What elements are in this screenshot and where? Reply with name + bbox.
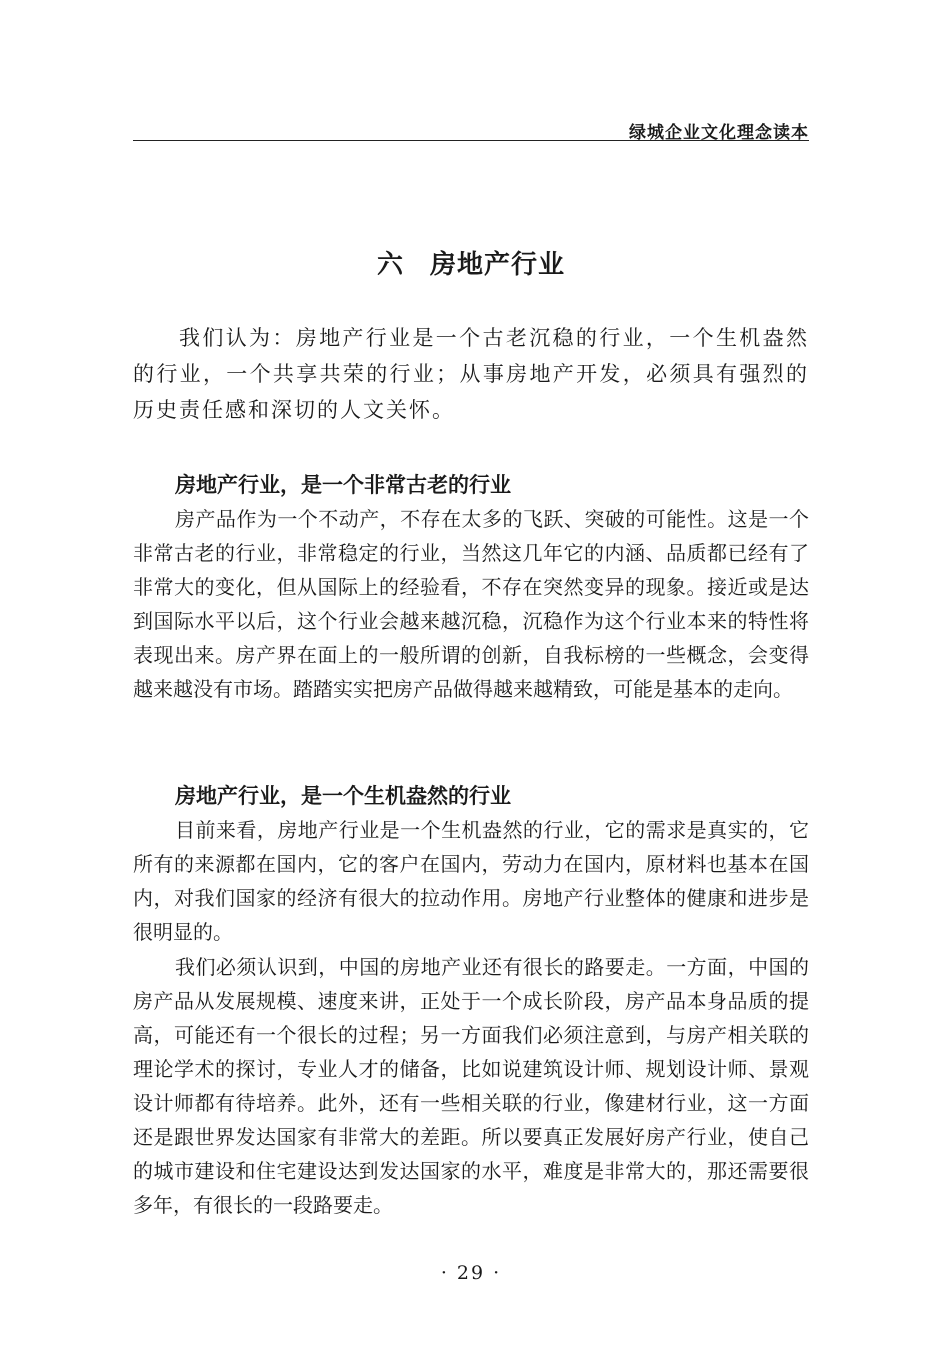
chapter-title [133,244,809,281]
section-2-paragraph-1: 目前来看，房地产行业是一个生机盎然的行业，它的需求是真实的，它所有的来源都在国内，它的客户在国内，劳动力在国内，原材料也基本在国内，对我们国家的经济有很大的拉动作用。房地产行业整体的健康和进步是很明显的。 [133,818,809,944]
page-number: · 29 · [440,1262,502,1284]
section-1-paragraph-1: 房产品作为一个不动产，不存在太多的飞跃、突破的可能性。这是一个非常古老的行业，非常稳定的行业，当然这几年它的内涵、品质都已经有了非常大的变化，但从国际上的经验看，不存在突然变异的现象。接近或是达到国际水平以后，这个行业会越来越沉稳，沉稳作为这个行业本来的特性将表现出来。房产界在面上的一般所谓的创新，自我标榜的一些概念，会变得越来越没有市场。踏踏实实把房产品做得越来越精致，可能是基本的走向。 [133,507,809,701]
chapter-number: 六 [376,250,404,280]
lead-paragraph: 我们认为：房地产行业是一个古老沉稳的行业，一个生机盎然的行业，一个共享共荣的行业；从事房地产开发，必须具有强烈的历史责任感和深切的人文关怀。 [133,326,809,422]
running-header: 绿城企业文化理念读本 [629,123,809,143]
header-rule [133,140,809,141]
section-heading-2: 房地产行业，是一个生机盎然的行业 [175,784,511,808]
book-page [133,0,809,1362]
section-heading-1: 房地产行业，是一个非常古老的行业 [175,473,511,497]
chapter-name: 房地产行业 [430,250,566,280]
section-2-paragraph-2: 我们必须认识到，中国的房地产业还有很长的路要走。一方面，中国的房产品从发展规模、速度来讲，正处于一个成长阶段，房产品本身品质的提高，可能还有一个很长的过程；另一方面我们必须注意到，与房产相关联的理论学术的探讨，专业人才的储备，比如说建筑设计师、规划设计师、景观设计师都有待培养。此外，还有一些相关联的行业，像建材行业，这一方面还是跟世界发达国家有非常大的差距。所以要真正发展好房产行业，使自己的城市建设和住宅建设达到发达国家的水平，难度是非常大的，那还需要很多年，有很长的一段路要走。 [133,955,809,1217]
